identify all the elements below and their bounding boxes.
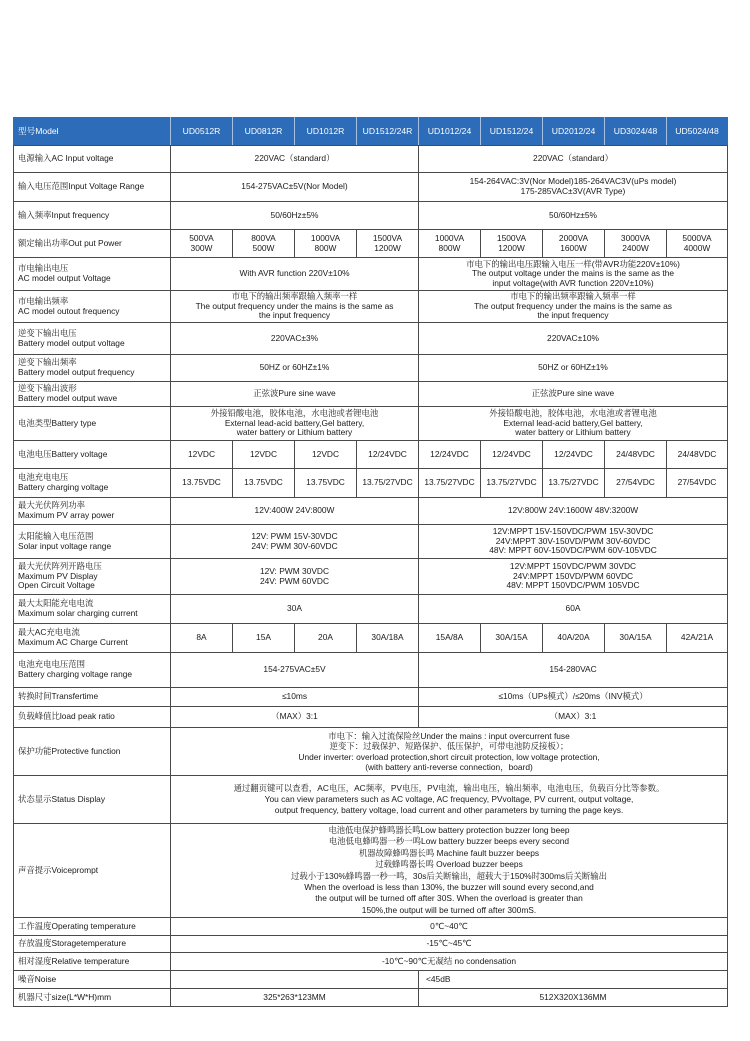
header-model-ud1512-24: UD1512/24 xyxy=(481,118,543,146)
header-model-ud1512-24r: UD1512/24R xyxy=(357,118,419,146)
merged-value: 0℃~40℃ xyxy=(171,918,728,936)
group-a-value xyxy=(171,559,419,595)
row-label: 状态显示Status Display xyxy=(14,776,171,824)
group-a-value xyxy=(171,407,419,441)
row-label: 输入电压范围Input Voltage Range xyxy=(14,173,171,202)
header-row xyxy=(14,118,728,146)
row-max-pv-open-circuit xyxy=(14,559,728,595)
label-line: 电池充电电压范围 xyxy=(18,659,85,670)
value-line: (with battery anti-reverse connection，board) xyxy=(365,762,533,772)
value-line: water battery or Lithium battery xyxy=(236,427,353,438)
value-line: 24V: PWM 30V-60VDC xyxy=(251,540,338,551)
value-line: 1200W xyxy=(374,242,401,253)
label-line: 最大太阳能充电电流 xyxy=(18,598,94,609)
model-value xyxy=(667,230,728,258)
row-battery-output-voltage xyxy=(14,323,728,355)
header-model-ud2012-24: UD2012/24 xyxy=(543,118,605,146)
group-a-value: 220VAC（standard） xyxy=(171,146,419,173)
value-line: 3000VA xyxy=(620,232,651,243)
value-line: 过载小于130%蜂鸣器一秒一鸣，30s后关断输出，超载大于150%时300ms后关断输出 xyxy=(291,870,607,881)
group-a-value: 220VAC±3% xyxy=(171,323,419,355)
group-a-value: ≤10ms xyxy=(171,688,419,707)
value-line: 1500VA xyxy=(372,232,403,243)
model-value: 13.75/27VDC xyxy=(419,469,481,498)
model-value: 13.75VDC xyxy=(171,469,233,498)
model-value: 24/48VDC xyxy=(605,441,667,469)
value-line: 800VA xyxy=(251,232,276,243)
row-label: 电池类型Battery type xyxy=(14,407,171,441)
group-a-value xyxy=(171,525,419,559)
group-b-value: ≤10ms（UPs模式）/≤20ms（INV模式） xyxy=(419,688,728,707)
group-a-value: With AVR function 220V±10% xyxy=(171,258,419,291)
label-line: Battery charging voltage range xyxy=(18,669,133,679)
row-label: 电源输入AC Input voltage xyxy=(14,146,171,173)
model-value xyxy=(357,230,419,258)
group-a-value: 50/60Hz±5% xyxy=(171,202,419,230)
value-line: 机器故障蜂鸣器长鸣 Machine fault buzzer beeps xyxy=(358,847,540,858)
group-b-value: 154-280VAC xyxy=(419,653,728,688)
row-label xyxy=(14,525,171,559)
value-line: output frequency, battery voltage, load current and other parameters by turning the page keys. xyxy=(274,805,624,815)
row-input-frequency xyxy=(14,202,728,230)
row-label xyxy=(14,469,171,498)
label-line: 最大光伏阵列开路电压 xyxy=(18,561,102,572)
group-b-value: 220VAC±10% xyxy=(419,323,728,355)
row-label: 机器尺寸size(L*W*H)mm xyxy=(14,989,171,1007)
model-value xyxy=(605,230,667,258)
model-value xyxy=(543,230,605,258)
model-value: 12VDC xyxy=(233,441,295,469)
label-line: 逆变下输出波形 xyxy=(18,383,77,394)
row-ac-output-frequency xyxy=(14,291,728,323)
value-line: External lead-acid battery,Gel battery, xyxy=(224,417,365,428)
model-value: 12VDC xyxy=(171,441,233,469)
label-line: 最大光伏阵列功率 xyxy=(18,500,85,511)
group-b-value xyxy=(419,258,728,291)
group-a-value: （MAX）3:1 xyxy=(171,707,419,728)
group-b-value xyxy=(419,559,728,595)
row-label xyxy=(14,624,171,653)
value-line: the output will be turned off after 30S. When the overload is greater than xyxy=(315,893,583,904)
value-line: 1200W xyxy=(498,242,525,253)
row-noise xyxy=(14,971,728,989)
header-model-ud5024-48: UD5024/48 xyxy=(667,118,728,146)
group-a-value: 154-275VAC±5V xyxy=(171,653,419,688)
row-label: 额定输出功率Out put Power xyxy=(14,230,171,258)
value-line: 4000W xyxy=(683,242,711,253)
group-b-value: 50HZ or 60HZ±1% xyxy=(419,355,728,382)
label-line: Battery model output frequency xyxy=(18,367,135,377)
row-battery-charging-voltage xyxy=(14,469,728,498)
row-label: 保护功能Protective function xyxy=(14,728,171,776)
header-model-ud0812r: UD0812R xyxy=(233,118,295,146)
value-line: 1000VA xyxy=(310,232,341,243)
header-model-ud3024-48: UD3024/48 xyxy=(605,118,667,146)
value-line: 48V: MPPT 150VDC/PWM 105VDC xyxy=(506,580,640,591)
row-transfer-time xyxy=(14,688,728,707)
group-b-value xyxy=(419,173,728,202)
label-line: 逆变下输出频率 xyxy=(18,357,77,368)
value-line: input voltage(with AVR function 220V±10%) xyxy=(492,277,654,288)
label-line: Open Circuit Voltage xyxy=(18,580,95,591)
value-line: 175-285VAC±3V(AVR Type) xyxy=(520,186,626,196)
model-value xyxy=(419,230,481,258)
row-label: 电池电压Battery voltage xyxy=(14,441,171,469)
row-label: 声音提示Voiceprompt xyxy=(14,824,171,918)
merged-value xyxy=(171,728,728,776)
model-value: 24/48VDC xyxy=(667,441,728,469)
row-charging-voltage-range xyxy=(14,653,728,688)
row-label: 工作温度Operating temperature xyxy=(14,918,171,936)
value-line: 市电下的输出频率跟输入频率一样 xyxy=(231,291,358,302)
label-line: AC model outout frequency xyxy=(18,305,120,316)
model-value: 40A/20A xyxy=(543,624,605,653)
value-line: The output frequency under the mains is the same as xyxy=(474,300,672,311)
group-b-value xyxy=(419,407,728,441)
label-line: 逆变下输出电压 xyxy=(18,327,77,338)
value-line: 800W xyxy=(438,242,461,253)
label-line: 电池充电电压 xyxy=(18,472,69,483)
model-value: 12/24VDC xyxy=(357,441,419,469)
model-value: 20A xyxy=(295,624,357,653)
row-label xyxy=(14,653,171,688)
group-b-value: 220VAC（standard） xyxy=(419,146,728,173)
row-relative-humidity xyxy=(14,953,728,971)
value-line: 1000VA xyxy=(434,232,465,243)
model-value: 13.75VDC xyxy=(233,469,295,498)
model-value: 42A/21A xyxy=(667,624,728,653)
row-input-voltage-range xyxy=(14,173,728,202)
row-output-power xyxy=(14,230,728,258)
value-line: 电池低电蜂鸣器一秒一鸣Low battery buzzer beeps every second xyxy=(328,836,570,847)
spec-table xyxy=(13,117,728,1007)
value-line: 12V:MPPT 150VDC/PWM 30VDC xyxy=(509,561,637,572)
group-a-value: 12V:400W 24V:800W xyxy=(171,498,419,525)
label-line: Maximum PV array power xyxy=(18,510,115,520)
group-a-value: 154-275VAC±5V(Nor Model) xyxy=(171,173,419,202)
value-line: 市电下的输出电压跟输入电压一样(带AVR功能220V±10%) xyxy=(466,258,680,269)
row-max-pv-power xyxy=(14,498,728,525)
row-battery-voltage xyxy=(14,441,728,469)
row-load-peak-ratio xyxy=(14,707,728,728)
model-value xyxy=(295,230,357,258)
row-label xyxy=(14,258,171,291)
value-line: 500VA xyxy=(189,232,214,243)
row-battery-output-wave xyxy=(14,382,728,407)
label-line: Maximum AC Charge Current xyxy=(18,637,128,647)
model-value: 30A/15A xyxy=(605,624,667,653)
model-value: 13.75/27VDC xyxy=(481,469,543,498)
row-label xyxy=(14,291,171,323)
value-line: 外接铅酸电池，胶体电池，水电池或者锂电池 xyxy=(489,408,657,419)
row-ac-input-voltage xyxy=(14,146,728,173)
row-status-display xyxy=(14,776,728,824)
row-label xyxy=(14,559,171,595)
row-label xyxy=(14,323,171,355)
model-value xyxy=(481,230,543,258)
value-line: 300W xyxy=(190,242,213,253)
label-line: 市电输出频率 xyxy=(18,295,69,306)
value-line: 外接铅酸电池，胶体电池，水电池或者锂电池 xyxy=(210,408,379,419)
label-line: Battery charging voltage xyxy=(18,482,109,492)
group-b-value: 60A xyxy=(419,595,728,624)
model-value: 13.75/27VDC xyxy=(357,469,419,498)
value-line: the input frequency xyxy=(537,310,609,321)
header-model-label: 型号Model xyxy=(14,118,171,146)
model-value: 8A xyxy=(171,624,233,653)
model-value: 15A xyxy=(233,624,295,653)
row-battery-output-frequency xyxy=(14,355,728,382)
group-a-value xyxy=(171,291,419,323)
merged-value xyxy=(171,824,728,918)
label-line: 市电输出电压 xyxy=(18,263,69,274)
value-line: the input frequency xyxy=(258,310,331,321)
label-line: Battery model output voltage xyxy=(18,337,125,348)
row-label: 存放温度Storagetemperature xyxy=(14,936,171,953)
label-line: Solar input voltage range xyxy=(18,540,112,551)
group-a-value: 50HZ or 60HZ±1% xyxy=(171,355,419,382)
model-value xyxy=(171,230,233,258)
value-line: 24V: PWM 60VDC xyxy=(259,575,330,586)
row-label: 噪音Noise xyxy=(14,971,171,989)
row-operating-temperature xyxy=(14,918,728,936)
value-line: Under inverter: overload protection,short circuit protection, low voltage protection, xyxy=(298,751,600,762)
label-line: 最大AC充电电流 xyxy=(18,627,80,638)
group-a-value: 正弦波Pure sine wave xyxy=(171,382,419,407)
label-line: AC model output Voltage xyxy=(18,273,111,283)
merged-value xyxy=(171,776,728,824)
group-b-value xyxy=(419,525,728,559)
value-line: The output voltage under the mains is the same as the xyxy=(471,268,675,279)
model-value: 12/24VDC xyxy=(419,441,481,469)
header-model-ud0512r: UD0512R xyxy=(171,118,233,146)
value-line: 500W xyxy=(252,242,275,253)
value-line: 通过翻页键可以查看，AC电压，AC频率，PV电压，PV电流，输出电压，输出频率，电池电压，负载百分比等参数。 xyxy=(233,783,665,793)
merged-value: -10℃~90℃无凝结 no condensation xyxy=(171,953,728,971)
group-b-value: 12V:800W 24V:1600W 48V:3200W xyxy=(419,498,728,525)
value-line: 24V:MPPT 30V-150VD/PWM 30V-60VDC xyxy=(495,535,651,546)
model-value: 13.75VDC xyxy=(295,469,357,498)
merged-value: -15℃~45℃ xyxy=(171,936,728,953)
model-value: 30A/15A xyxy=(481,624,543,653)
row-storage-temperature xyxy=(14,936,728,953)
group-a-value: 30A xyxy=(171,595,419,624)
value-line: You can view parameters such as AC voltage, AC frequency, PVvoltage, PV current, output voltage, xyxy=(264,794,634,804)
model-value: 15A/8A xyxy=(419,624,481,653)
value-line: 150%,the output will be turned off after 300mS. xyxy=(361,904,537,915)
value-line: 12V:MPPT 15V-150VDC/PWM 15V-30VDC xyxy=(492,526,654,537)
value-line: 2400W xyxy=(622,242,649,253)
label-line: Maximum PV Display xyxy=(18,570,98,581)
row-max-solar-current xyxy=(14,595,728,624)
row-label: 相对湿度Relative temperature xyxy=(14,953,171,971)
value-line: 24V:MPPT 150VD/PWM 60VDC xyxy=(512,570,634,581)
group-a-value: 325*263*123MM xyxy=(171,989,419,1007)
label-line: 太阳能输入电压范围 xyxy=(18,530,94,541)
value-line: 5000VA xyxy=(682,232,712,243)
group-b-value: 512X320X136MM xyxy=(419,989,728,1007)
model-value: 13.75/27VDC xyxy=(543,469,605,498)
group-a-value xyxy=(171,971,419,989)
row-label xyxy=(14,498,171,525)
value-line: External lead-acid battery,Gel battery, xyxy=(503,417,643,428)
value-line: 逆变下：过载保护、短路保护、低压保护，可带电池防反接板）； xyxy=(329,741,569,751)
value-line: 2000VA xyxy=(558,232,589,243)
row-machine-size xyxy=(14,989,728,1007)
label-line: Maximum solar charging current xyxy=(18,608,138,618)
header-model-ud1012-24: UD1012/24 xyxy=(419,118,481,146)
header-model-ud1012r: UD1012R xyxy=(295,118,357,146)
row-label xyxy=(14,595,171,624)
value-line: 800W xyxy=(314,242,337,253)
row-voice-prompt xyxy=(14,824,728,918)
row-label: 输入频率Input frequency xyxy=(14,202,171,230)
model-value: 30A/18A xyxy=(357,624,419,653)
value-line: 12V: PWM 30VDC xyxy=(259,565,330,576)
model-value: 27/54VDC xyxy=(605,469,667,498)
value-line: water battery or Lithium battery xyxy=(515,427,631,438)
value-line: When the overload is less than 130%, the buzzer will sound every second,and xyxy=(304,881,594,892)
value-line: 1600W xyxy=(560,242,587,253)
value-line: 市电下的输出频率跟输入频率一样 xyxy=(510,291,636,302)
row-label: 转换时间Transfertime xyxy=(14,688,171,707)
value-line: 1500VA xyxy=(496,232,527,243)
group-b-value: 50/60Hz±5% xyxy=(419,202,728,230)
row-label: 负载峰值比load peak ratio xyxy=(14,707,171,728)
model-value: 27/54VDC xyxy=(667,469,728,498)
model-value: 12/24VDC xyxy=(481,441,543,469)
value-line: 12V: PWM 15V-30VDC xyxy=(251,530,338,541)
row-ac-output-voltage xyxy=(14,258,728,291)
value-line: 电池低电保护蜂鸣器长鸣Low battery protection buzzer long beep xyxy=(328,824,570,835)
row-label xyxy=(14,355,171,382)
value-line: 市电下：输入过流保险丝Under the mains : input overcurrent fuse xyxy=(328,730,570,741)
group-b-value: （MAX）3:1 xyxy=(419,707,728,728)
model-value: 12VDC xyxy=(295,441,357,469)
row-solar-input-voltage xyxy=(14,525,728,559)
model-value xyxy=(233,230,295,258)
model-value: 12/24VDC xyxy=(543,441,605,469)
group-b-value: <45dB xyxy=(419,971,728,989)
value-line: 154-264VAC:3V(Nor Model)185-264VAC3V(uPs model) xyxy=(469,176,677,187)
row-battery-type xyxy=(14,407,728,441)
value-line: 过载蜂鸣器长鸣 Overload buzzer beeps xyxy=(375,859,523,870)
label-line: Battery model output wave xyxy=(18,393,118,403)
value-line: The output frequency under the mains is the same as xyxy=(195,300,394,311)
value-line: 48V: MPPT 60V-150VDC/PWM 60V-105VDC xyxy=(489,545,657,556)
group-b-value xyxy=(419,291,728,323)
row-label xyxy=(14,382,171,407)
group-b-value: 正弦波Pure sine wave xyxy=(419,382,728,407)
row-max-ac-current xyxy=(14,624,728,653)
row-protective-function xyxy=(14,728,728,776)
